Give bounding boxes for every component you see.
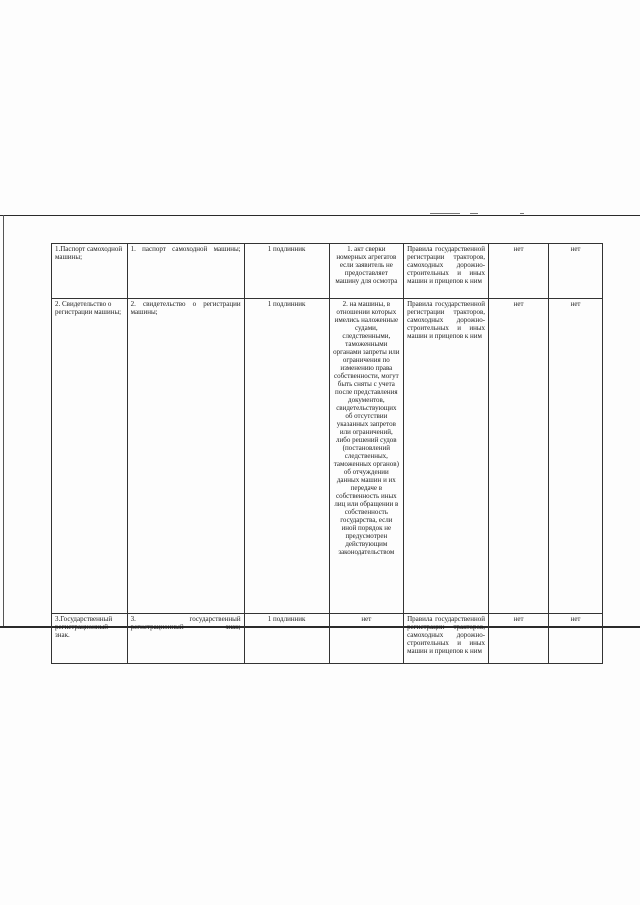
documents-table	[51, 243, 603, 664]
rules-cell: Правила государственной регистрации тракторов, самоходных дорожно-строительных и иных машин и прицепов к ним	[404, 244, 489, 299]
condition-cell: нет	[329, 614, 404, 664]
quantity-cell: 1 подлинник	[244, 299, 329, 614]
condition-cell: 1. акт сверки номерных агрегатов если заявитель не предоставляет машину для осмотра	[329, 244, 404, 299]
document-cell: 2. Свидетельство о регистрации машины;	[52, 299, 128, 614]
quantity-cell: 1 подлинник	[244, 244, 329, 299]
document-cell: 1.Паспорт самоходной машины;	[52, 244, 128, 299]
scan-edge-top	[0, 215, 640, 216]
scan-edge-left	[3, 215, 4, 628]
table-row	[52, 244, 603, 299]
scan-dash	[520, 213, 524, 214]
col7-cell: нет	[549, 299, 603, 614]
scan-dash	[430, 213, 460, 214]
col6-cell: нет	[489, 614, 549, 664]
col6-cell: нет	[489, 299, 549, 614]
rules-cell: Правила государственной регистрации тракторов, самоходных дорожно-строительных и иных машин и прицепов к ним	[404, 614, 489, 664]
col7-cell: нет	[549, 244, 603, 299]
name-cell: 1. паспорт самоходной машины;	[127, 244, 244, 299]
condition-cell: 2. на машины, в отношении которых имелись наложенные судами, следственными, таможенными органами запреты или ограничения по изменению права собственности, могут быть сняты с учета после представления документов, свидетельствующих об отсутствии указанных запретов или ограничений, либо решений судов (постановлений следственных, таможенных органов) об отчуждении данных машин и их передаче в собственность иных лиц или обращении в собственность государства, если иной порядок не предусмотрен действующим законодательством	[329, 299, 404, 614]
table-row	[52, 614, 603, 664]
rules-cell: Правила государственной регистрации тракторов, самоходных дорожно-строительных и иных машин и прицепов к ним	[404, 299, 489, 614]
col6-cell: нет	[489, 244, 549, 299]
scan-dash	[470, 213, 478, 214]
name-cell: 2. свидетельство о регистрации машины;	[127, 299, 244, 614]
document-cell: 3.Государственный регистрационный знак.	[52, 614, 128, 664]
table-row	[52, 299, 603, 614]
quantity-cell: 1 подлинник	[244, 614, 329, 664]
col7-cell: нет	[549, 614, 603, 664]
name-cell: 3. государственный регистрационный знак;	[127, 614, 244, 664]
